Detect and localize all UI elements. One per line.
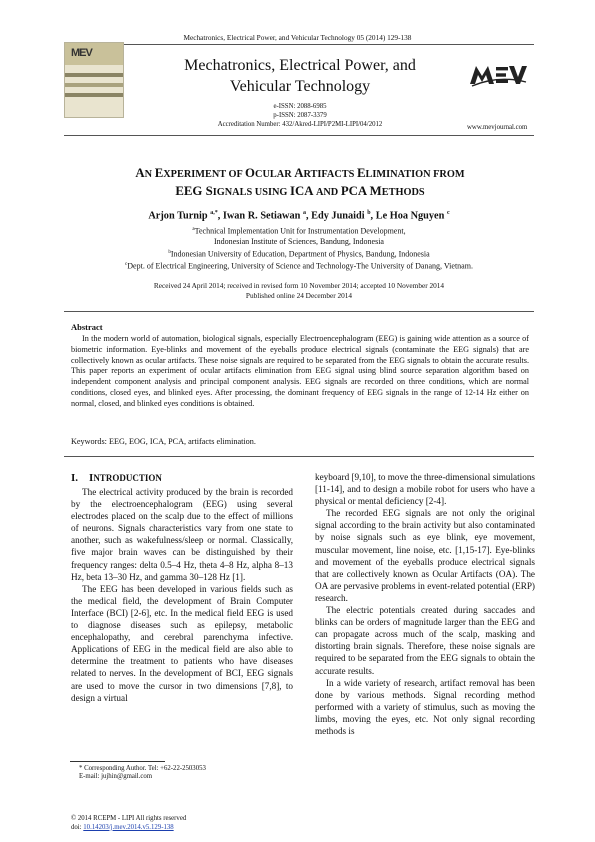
title-smallcaps: RTIFACTS <box>303 169 357 180</box>
header-bottom-rule <box>64 135 534 136</box>
author-separator: , <box>370 210 376 222</box>
paragraph-continued: keyboard [9,10], to move the three-dimensional simulations [11-14], and to design a mobile robot for users who have a physical or mental deficiency [2-4]. <box>315 472 535 507</box>
title-capital: O <box>245 166 256 180</box>
title-capital: S <box>205 184 213 198</box>
eissn: e-ISSN: 2088-6985 <box>273 103 327 110</box>
affiliation-line <box>64 225 534 237</box>
footnote-rule <box>70 761 165 762</box>
journal-issn-block <box>150 103 450 129</box>
author-name: Edy Junaidi <box>311 210 368 222</box>
body-column-right <box>315 471 535 737</box>
mev-logo-icon <box>468 62 528 88</box>
doi-link[interactable]: 10.14203/j.mev.2014.v5.129-138 <box>83 823 174 831</box>
affiliation-line <box>64 260 534 272</box>
body-column-left <box>71 486 293 704</box>
journal-website-link[interactable]: www.mevjournal.com <box>467 124 528 131</box>
author-separator: , <box>217 210 223 222</box>
title-capital: ICA <box>289 184 316 198</box>
affiliation-line <box>64 237 534 248</box>
paragraph: The electric potentials created during saccades and blinks can be orders of magnitude larger than the EEG and can propagate across much of the scalp, masking and distorting brain signals. Therefore, these noise signals are required to be separated from the EEG signals to obtain the accurate results. <box>315 605 535 676</box>
paragraph: The EEG has been developed in various fields such as the medical field, the development of Brain Computer Interface (BCI) [2-6], etc. In the medical field EEG is used to diagnose diseases such as epilepsy, metabolic encephalopathy, and cerebral parenchyma infective. Applications of EEG in the medical field are also able to determine the treatment to patients who have diseases related to nerves. In the development of BCI, EEG signals are used to move the cursor in two dimensions [7,8], to design a virtual <box>71 583 293 703</box>
paragraph: In a wide variety of research, artifact removal has been done by various methods. Signal recording method performed with a variety of stimulus, such as moving the limbs, moving the eyes, etc. Not only signal recording methods is <box>315 677 535 736</box>
article-title <box>80 165 520 201</box>
title-smallcaps: N <box>144 169 155 180</box>
affiliations <box>64 225 534 272</box>
affiliation-text: Indonesian University of Education, Department of Physics, Bandung, Indonesia <box>170 249 430 259</box>
title-capital: M <box>369 184 382 198</box>
header-rule <box>64 44 534 45</box>
affiliation-line <box>64 248 534 260</box>
author-name: Iwan R. Setiawan <box>222 210 303 222</box>
corresponding-mark: * <box>214 210 218 216</box>
title-smallcaps: CULAR <box>255 169 295 180</box>
author-affiliation-mark: b <box>367 210 371 216</box>
journal-cover-thumbnail <box>64 42 124 118</box>
title-smallcaps: LIMINATION FROM <box>365 169 465 180</box>
author-list <box>64 210 534 221</box>
author-affiliation-mark: c <box>446 210 450 216</box>
cover-logo-text: MEV <box>71 47 92 59</box>
title-smallcaps: IGNALS USING <box>212 187 290 198</box>
author-affiliation-mark: a <box>302 210 306 216</box>
article-title-line-2 <box>80 183 520 201</box>
affiliation-text: Technical Implementation Unit for Instrumentation Development, <box>194 226 406 236</box>
title-capital: E <box>154 166 164 180</box>
keywords: Keywords: EEG, EOG, ICA, PCA, artifacts elimination. <box>71 437 256 446</box>
author-separator: , <box>305 210 312 222</box>
title-capital: PCA <box>340 184 370 198</box>
corresponding-author-footnote: * Corresponding Author. Tel: +62-22-2503053 E-mail: jujhin@gmail.com <box>79 765 206 781</box>
paragraph: The electrical activity produced by the brain is recorded by the electroencephalogram (EEG) using several electrodes placed on the scalp due to the effect of millions of neurons. Signals characteristics vary from one state to another, such as wakefulness/sleep or normal. Classically, five major brain waves can be distinguished by their frequency ranges: delta 0.5–4 Hz, theta 4–8 Hz, alpha 8–13 Hz, beta 13–30 Hz, and gamma 30–128 Hz [1]. <box>71 487 293 582</box>
paragraph: The recorded EEG signals are not only the original signal according to the brain activity but also contaminated by noise signals such as eye blink, eye movement, muscular movement, line noise, etc. [1,15-17]. Eye-blinks and movement of the eyeballs produce electrical signals that are collectively known as Ocular Artifacts (OA). The OA are pervasive problems in event-related potential (ERP) research. <box>315 508 535 603</box>
section-heading-introduction: I. INTRODUCTION <box>71 472 162 484</box>
article-dates: Received 24 April 2014; received in revised form 10 November 2014; accepted 10 November 2014 Published online 24 December 2014 <box>153 281 445 300</box>
accreditation: Accreditation Number: 432/Akred-LIPI/P2MI-LIPI/04/2012 <box>217 120 383 128</box>
running-head: Mechatronics, Electrical Power, and Vehicular Technology 05 (2014) 129-138 <box>183 33 412 42</box>
abstract-bottom-rule <box>64 456 534 457</box>
title-smallcaps: ETHODS <box>381 187 425 198</box>
journal-title: Mechatronics, Electrical Power, and Vehicular Technology <box>184 57 416 95</box>
copyright-block: © 2014 RCEPM - LIPI All rights reserved doi: 10.14203/j.mev.2014.v5.129-138 <box>71 815 187 831</box>
author-name: Arjon Turnip <box>148 210 211 222</box>
affiliation-mark: a <box>192 227 195 232</box>
affiliation-text: Indonesian Institute of Sciences, Bandung, Indonesia <box>214 237 384 247</box>
affiliation-mark: b <box>168 249 171 255</box>
affiliation-mark: c <box>125 261 128 267</box>
title-capital: A <box>294 166 304 180</box>
title-capital: E <box>356 166 366 180</box>
author-name: Le Hoa Nguyen <box>375 210 447 222</box>
abstract-heading: Abstract <box>71 322 103 332</box>
title-smallcaps: XPERIMENT OF <box>163 169 246 180</box>
affiliation-text: Dept. of Electrical Engineering, University of Science and Technology-The University of Danang, Vietnam. <box>127 261 473 271</box>
author-affiliation-mark: a, <box>210 210 215 216</box>
title-smallcaps: AND <box>315 187 341 198</box>
abstract-text: In the modern world of automation, biological signals, especially Electroencephalogram (EEG) is gaining wide attention as a source of biometric information. Eye-blinks and movement of the eyeballs produce electrical signals (contaminate the EEG signals) that are collectively known as ocular artifacts. These noise signals are required to be separated from the EEG signals to obtain the accurate results. This paper reports an experiment of ocular artifacts elimination from EEG signal using blind source separation algorithm based on independent component analysis and principal component analysis. EEG signals are recorded on three conditions, which are normal conditions, closed eyes, and blinked eyes. After processing, the dominant frequency of EEG signals in the range of 12-14 Hz either on normal, closed, and blinked eyes conditions is obtained. <box>71 334 529 408</box>
article-title-line-1 <box>80 165 520 183</box>
title-capital: EEG <box>175 184 206 198</box>
title-capital: A <box>135 166 145 180</box>
copyright-line: © 2014 RCEPM - LIPI All rights reserved <box>71 815 187 822</box>
abstract-top-rule <box>64 311 534 312</box>
pissn: p-ISSN: 2087-3379 <box>273 111 327 119</box>
